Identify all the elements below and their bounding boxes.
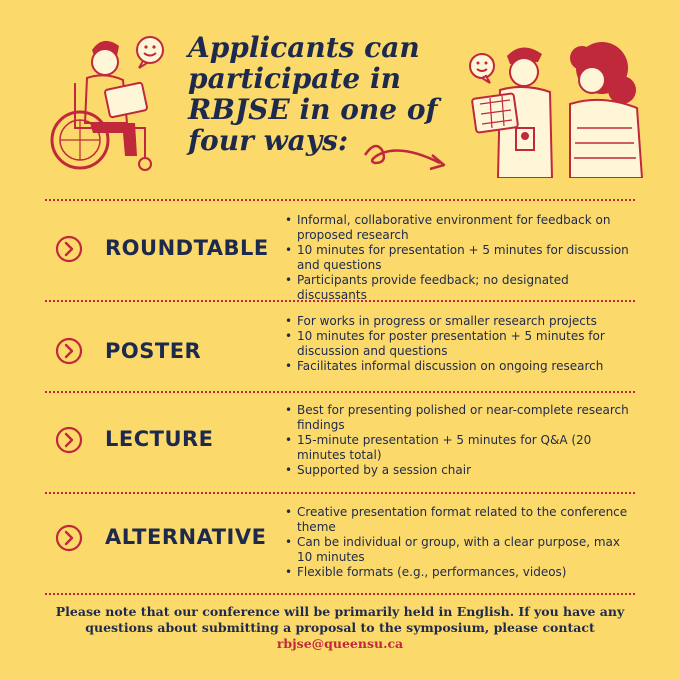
footer-text: Please note that our conference will be primarily held in English. If you have any questions about submitting a proposal to the symposium, please contact <box>55 604 625 635</box>
format-point: • Creative presentation format related to the conference theme <box>285 505 635 535</box>
format-point: • Participants provide feedback; no designated discussants <box>285 273 635 303</box>
format-poster <box>45 310 635 385</box>
format-point: • Supported by a session chair <box>285 463 635 478</box>
format-point: • 15-minute presentation + 5 minutes for Q&A (20 minutes total) <box>285 433 635 463</box>
chevron-right-icon <box>55 426 83 454</box>
format-roundtable <box>45 210 635 302</box>
chevron-right-icon <box>55 524 83 552</box>
format-point: • Can be individual or group, with a clear purpose, max 10 minutes <box>285 535 635 565</box>
wheelchair-person-illustration <box>45 28 195 178</box>
format-name: POSTER <box>105 339 202 363</box>
format-point: • Flexible formats (e.g., performances, videos) <box>285 565 635 580</box>
title-line-4: four ways: <box>188 124 349 157</box>
format-points <box>285 505 635 580</box>
format-alternative <box>45 502 635 590</box>
chevron-right-icon <box>55 235 83 263</box>
format-point: • For works in progress or smaller research projects <box>285 314 635 329</box>
divider <box>45 391 635 393</box>
title-line-3: RBJSE in one of <box>188 93 438 126</box>
title-line-2: participate in <box>188 62 401 95</box>
format-name: LECTURE <box>105 427 214 451</box>
title-line-1: Applicants can <box>188 31 420 64</box>
format-point: • Informal, collaborative environment for feedback on proposed research <box>285 213 635 243</box>
divider <box>45 300 635 302</box>
divider <box>45 199 635 201</box>
footer-note <box>40 604 640 652</box>
format-point: • Best for presenting polished or near-complete research findings <box>285 403 635 433</box>
contact-email-link[interactable]: rbjse@queensu.ca <box>276 636 404 651</box>
format-points <box>285 314 635 374</box>
format-name: ROUNDTABLE <box>105 236 269 260</box>
format-lecture <box>45 400 635 485</box>
format-name: ALTERNATIVE <box>105 525 267 549</box>
format-points <box>285 403 635 478</box>
format-point: • Facilitates informal discussion on ongoing research <box>285 359 635 374</box>
divider <box>45 492 635 494</box>
format-point: • 10 minutes for presentation + 5 minutes for discussion and questions <box>285 243 635 273</box>
format-points <box>285 213 635 303</box>
header <box>0 0 680 195</box>
chevron-right-icon <box>55 337 83 365</box>
two-people-illustration <box>452 28 652 178</box>
divider <box>45 593 635 595</box>
format-point: • 10 minutes for poster presentation + 5 minutes for discussion and questions <box>285 329 635 359</box>
curly-arrow-icon <box>360 135 450 180</box>
